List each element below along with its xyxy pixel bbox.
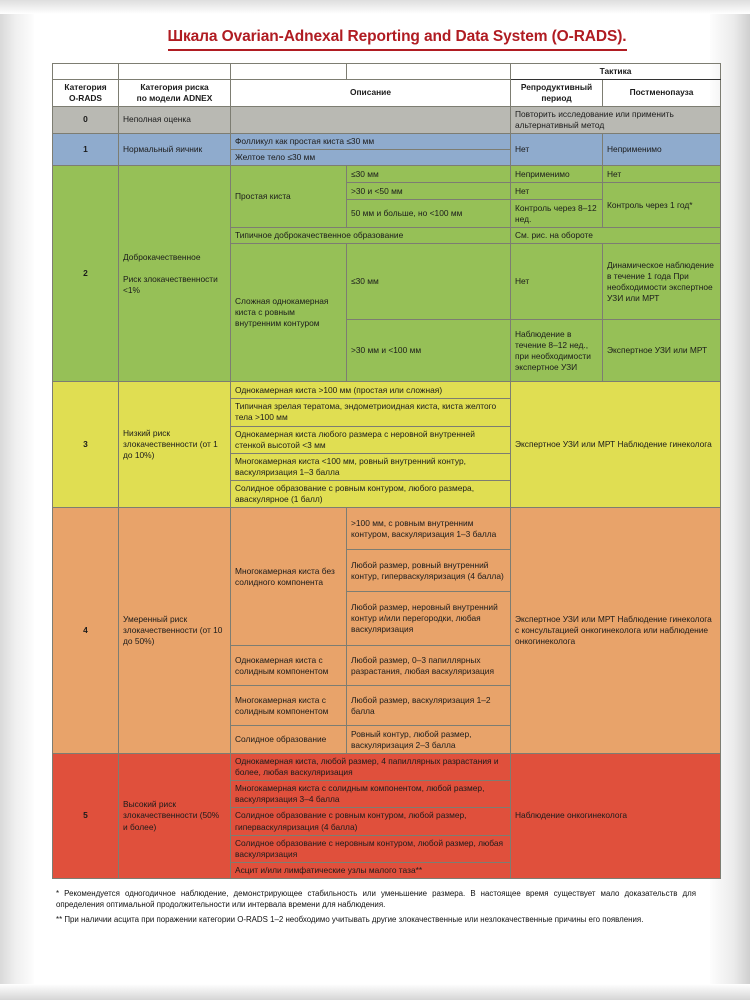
cell-sc1-post: Нет	[603, 166, 721, 183]
cell-typical-benign: Типичное доброкачественное образование	[231, 228, 511, 244]
cell-category-3: 3	[53, 382, 119, 508]
cell-group-4-0-label: Многокамерная киста без солидного компонента	[231, 508, 347, 646]
page-edge-bottom	[0, 984, 750, 1000]
cell-tactic-0: Повторить исследование или применить альтернативный метод	[511, 106, 721, 133]
cell-desc-4-1-0: Любой размер, 0–3 папиллярных разрастания, любая васкуляризация	[347, 646, 511, 686]
table-row-orads4-g0-i0	[53, 508, 721, 550]
cell-cc1-repro: Нет	[511, 244, 603, 320]
cell-category-4: 4	[53, 508, 119, 754]
cell-sc2-size: >30 и <50 мм	[347, 183, 511, 200]
cell-desc-1b: Желтое тело ≤30 мм	[231, 150, 511, 166]
cell-desc-1a: Фолликул как простая киста ≤30 мм	[231, 134, 511, 150]
header-risk-line2: по модели ADNEX	[136, 92, 213, 103]
cell-desc-4-0-2: Любой размер, неровный внутренний контур и/или перегородки, любая васкуляризация	[347, 592, 511, 646]
cell-desc-4-3-0: Ровный контур, любой размер, васкуляризация 2–3 балла	[347, 726, 511, 754]
cell-cc2-repro: Наблюдение в течение 8–12 нед., при необходимости экспертное УЗИ	[511, 320, 603, 382]
cell-complex-cyst-label: Сложная однокамерная киста с ровным внутренним контуром	[231, 244, 347, 382]
title-container	[34, 14, 710, 51]
cell-desc-3-0: Однокамерная киста >100 мм (простая или сложная)	[231, 382, 511, 399]
cell-cc1-post: Динамическое наблюдение в течение 1 года При необходимости экспертное УЗИ или МРТ	[603, 244, 721, 320]
footnotes	[56, 888, 696, 926]
header-risk	[119, 79, 231, 106]
header-reproductive	[511, 79, 603, 106]
page-edge-left	[0, 0, 34, 1000]
cell-cc1-size: ≤30 мм	[347, 244, 511, 320]
header-row-labels	[53, 79, 721, 106]
footnote-2: ** При наличии асцита при поражении категории O-RADS 1–2 необходимо учитывать другие злокачественные или незлокачественные причины его появления.	[56, 915, 644, 925]
header-postmenopause: Постменопауза	[603, 79, 721, 106]
cell-category-0: 0	[53, 106, 119, 133]
cell-desc-3-4: Солидное образование с ровным контуром, любого размера, аваскулярное (1 балл)	[231, 480, 511, 507]
cell-sc2-post: Контроль через 1 год*	[603, 183, 721, 228]
cell-desc-4-0-1: Любой размер, ровный внутренний контур, гиперваскуляризация (4 балла)	[347, 550, 511, 592]
cell-risk-1: Нормальный яичник	[119, 134, 231, 166]
cell-risk-2	[119, 166, 231, 382]
page-title: Шкала Ovarian-Adnexal Reporting and Data System (O-RADS).	[168, 14, 627, 51]
cell-group-4-2-label: Многокамерная киста с солидным компонентом	[231, 686, 347, 726]
cell-risk-2-line2: Риск злокачественности <1%	[123, 273, 218, 295]
table-row-orads0	[53, 106, 721, 133]
cell-desc-5-3: Солидное образование с неровным контуром, любой размер, любая васкуляризация	[231, 835, 511, 862]
table-row-orads3-i0	[53, 382, 721, 399]
header-category-line2: O-RADS	[68, 92, 103, 103]
cell-category-2: 2	[53, 166, 119, 382]
cell-repro-1: Нет	[511, 134, 603, 166]
cell-group-4-1-label: Однокамерная киста с солидным компонентом	[231, 646, 347, 686]
cell-desc-5-2: Солидное образование с ровным контуром, любой размер, гиперваскуляризация (4 балла)	[231, 808, 511, 835]
cell-sc1-size: ≤30 мм	[347, 166, 511, 183]
cell-tactic-4: Экспертное УЗИ или МРТ Наблюдение гинеколога с консультацией онкогинеколога или наблюдение онкогинеколога	[511, 508, 721, 754]
cell-desc-5-0: Однокамерная киста, любой размер, 4 папиллярных разрастания и более, любая васкуляризация	[231, 754, 511, 781]
header-reproductive-line1: Репродуктивный	[520, 81, 593, 92]
header-description: Описание	[231, 79, 511, 106]
footnote-1: * Рекомендуется одногодичное наблюдение, демонстрирующее стабильность или уменьшение размера. В настоящее время существует мало доказательств для определения оптимальной продолжительности или интервала времени для наблюдения.	[56, 888, 696, 910]
cell-category-1: 1	[53, 134, 119, 166]
cell-tactic-3: Экспертное УЗИ или МРТ Наблюдение гинеколога	[511, 382, 721, 508]
header-category	[53, 79, 119, 106]
cell-sc1-repro: Неприменимо	[511, 166, 603, 183]
cell-risk-0: Неполная оценка	[119, 106, 231, 133]
orads-table	[52, 63, 721, 879]
cell-desc-5-4: Асцит и/или лимфатические узлы малого таза**	[231, 862, 511, 878]
cell-risk-5: Высокий риск злокачественности (50% и более)	[119, 754, 231, 879]
header-risk-line1: Категория риска	[140, 81, 209, 92]
cell-typical-benign-tactic: См. рис. на обороте	[511, 228, 721, 244]
cell-category-5: 5	[53, 754, 119, 879]
cell-risk-2-line1: Доброкачественное	[123, 251, 201, 262]
header-category-line1: Категория	[64, 81, 107, 92]
cell-risk-4: Умеренный риск злокачественности (от 10 до 50%)	[119, 508, 231, 754]
cell-cc2-post: Экспертное УЗИ или МРТ	[603, 320, 721, 382]
cell-desc-3-1: Типичная зрелая тератома, эндометриоидная киста, киста желтого тела >100 мм	[231, 399, 511, 426]
cell-sc2-repro: Нет	[511, 183, 603, 200]
cell-desc-3-2: Однокамерная киста любого размера с неровной внутренней стенкой высотой <3 мм	[231, 426, 511, 453]
header-tactic: Тактика	[511, 63, 721, 79]
page-edge-top	[0, 0, 750, 14]
cell-sc3-repro: Контроль через 8–12 нед.	[511, 200, 603, 228]
header-row-tactic	[53, 63, 721, 79]
cell-group-4-3-label: Солидное образование	[231, 726, 347, 754]
cell-cc2-size: >30 мм и <100 мм	[347, 320, 511, 382]
cell-description-0	[231, 106, 511, 133]
header-spacer-3	[231, 63, 347, 79]
cell-sc3-size: 50 мм и больше, но <100 мм	[347, 200, 511, 228]
header-spacer-2	[119, 63, 231, 79]
table-row-orads5-i0	[53, 754, 721, 781]
cell-simple-cyst-label: Простая киста	[231, 166, 347, 228]
header-spacer-4	[347, 63, 511, 79]
cell-desc-3-3: Многокамерная киста <100 мм, ровный внутренний контур, васкуляризация 1–3 балла	[231, 453, 511, 480]
header-spacer-1	[53, 63, 119, 79]
table-row-orads2-sc1	[53, 166, 721, 183]
cell-post-1: Неприменимо	[603, 134, 721, 166]
page-sheet	[34, 14, 714, 986]
header-reproductive-line2: период	[541, 92, 572, 103]
cell-tactic-5: Наблюдение онкогинеколога	[511, 754, 721, 879]
cell-desc-5-1: Многокамерная киста с солидным компонентом, любой размер, васкуляризация 3–4 балла	[231, 781, 511, 808]
cell-desc-4-2-0: Любой размер, васкуляризация 1–2 балла	[347, 686, 511, 726]
table-row-orads1-a	[53, 134, 721, 150]
cell-desc-4-0-0: >100 мм, с ровным внутренним контуром, васкуляризация 1–3 балла	[347, 508, 511, 550]
cell-risk-3: Низкий риск злокачественности (от 1 до 10%)	[119, 382, 231, 508]
